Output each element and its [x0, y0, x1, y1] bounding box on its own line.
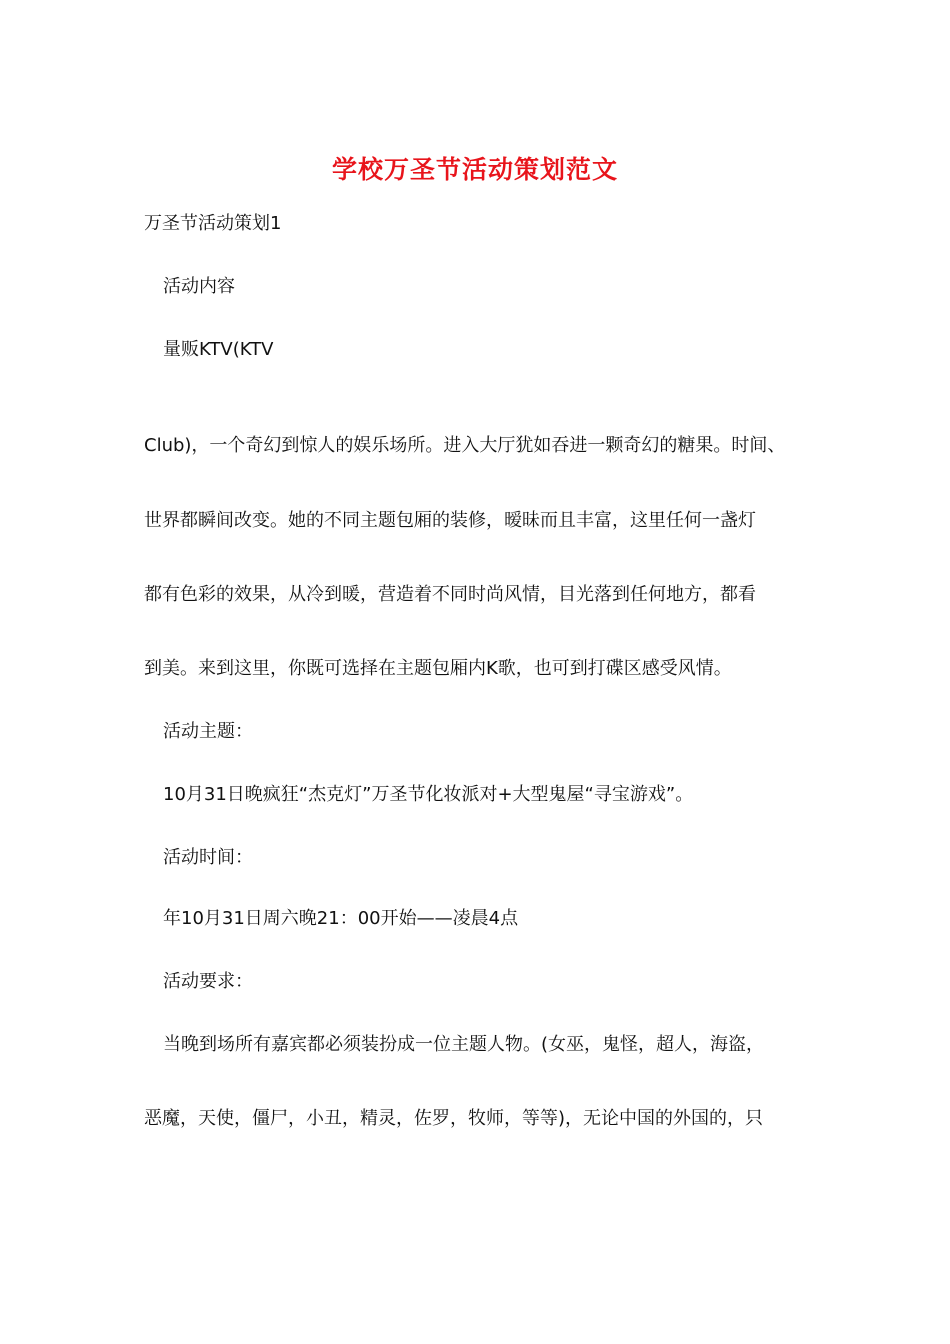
paragraph-line: Club)，一个奇幻到惊人的娱乐场所。进入大厅犹如吞进一颗奇幻的糖果。时间、 [144, 435, 786, 456]
paragraph-line: 恶魔，天使，僵尸，小丑，精灵，佐罗，牧师，等等)，无论中国的外国的，只 [144, 1108, 764, 1129]
paragraph-line: 都有色彩的效果，从冷到暖，营造着不同时尚风情，目光落到任何地方，都看 [144, 584, 756, 605]
paragraph-line: 年10月31日周六晚21：00开始——凌晨4点 [163, 908, 519, 929]
paragraph-line: 活动主题： [163, 721, 253, 742]
paragraph-line: 活动要求： [163, 971, 253, 992]
paragraph-line: 10月31日晚疯狂“杰克灯”万圣节化妆派对+大型鬼屋“寻宝游戏”。 [163, 784, 694, 805]
document-title: 学校万圣节活动策划范文 [331, 155, 618, 184]
paragraph-line: 到美。来到这里，你既可选择在主题包厢内K歌，也可到打碟区感受风情。 [144, 658, 732, 679]
paragraph-line: 活动内容 [163, 276, 235, 297]
paragraph-line: 活动时间： [163, 847, 253, 868]
paragraph-line: 世界都瞬间改变。她的不同主题包厢的装修，暧昧而且丰富，这里任何一盏灯 [144, 510, 756, 531]
paragraph-line: 量贩KTV(KTV [163, 339, 274, 360]
section-heading: 万圣节活动策划1 [144, 213, 282, 234]
paragraph-line: 当晚到场所有嘉宾都必须装扮成一位主题人物。(女巫，鬼怪，超人，海盗， [163, 1034, 765, 1055]
